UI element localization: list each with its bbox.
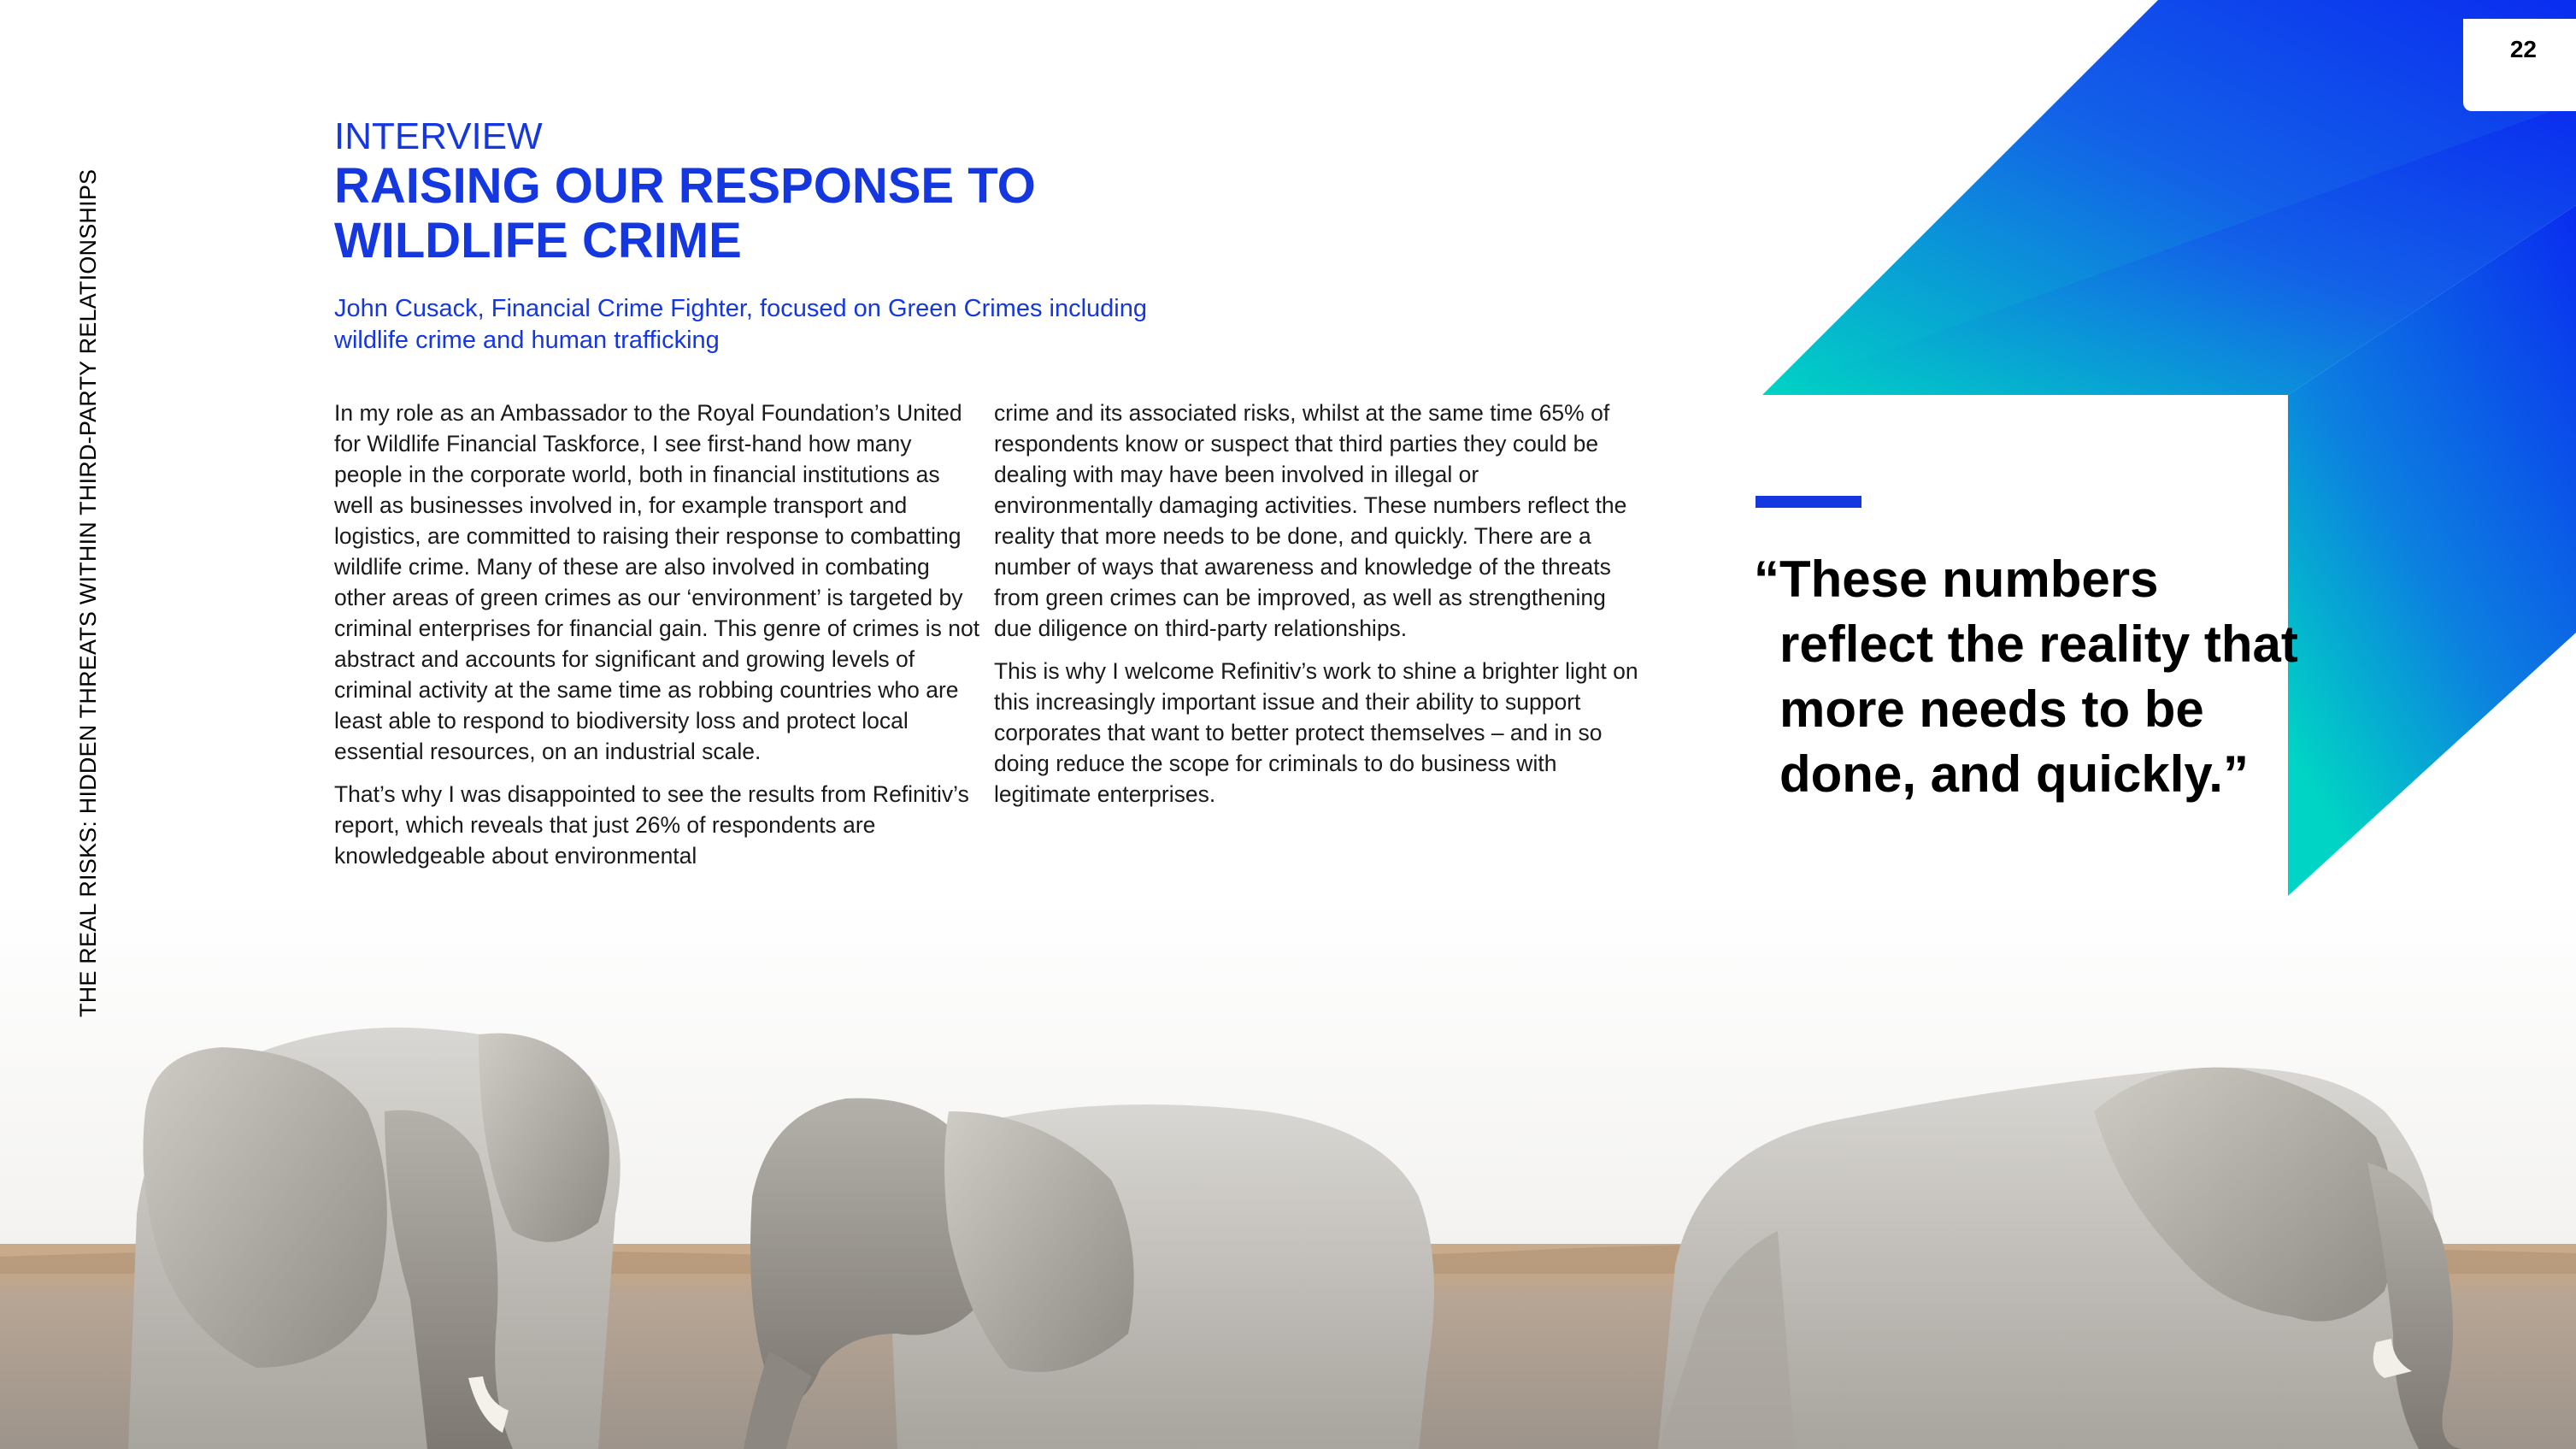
- section-kicker: INTERVIEW: [334, 115, 543, 157]
- body-column-left: [334, 398, 984, 883]
- quote-accent-rule: [1756, 496, 1861, 508]
- body-column-right: [994, 398, 1644, 822]
- author-byline: John Cusack, Financial Crime Fighter, focused on Green Crimes including wildlife crime and human trafficking: [334, 295, 1147, 354]
- page-title: RAISING OUR RESPONSE TO WILDLIFE CRIME: [334, 158, 1036, 268]
- running-header-vertical: THE REAL RISKS: HIDDEN THREATS WITHIN THIRD-PARTY RELATIONSHIPS: [75, 168, 101, 1017]
- pull-quote: “These numbers reflect the reality that more needs to be done, and quickly.”: [1754, 551, 2298, 803]
- page-number: 22: [2509, 36, 2537, 62]
- body-paragraph: This is why I welcome Refinitiv’s work to shine a brighter light on this increasingly important issue and their ability to support corporates that want to better protect themselves – and in so doing reduce the scope for criminals to do business with legitimate enterprises.: [994, 658, 1638, 807]
- body-paragraph: In my role as an Ambassador to the Royal Foundation’s United for Wildlife Financial Taskforce, I see first-hand how many people in the corporate world, both in financial institutions as well as businesses involved in, for example transport and logistics, are committed to raising their response to combatting wildlife crime. Many of these are also involved in combating other areas of green crimes as our ‘environment’ is targeted by criminal enterprises for financial gain. This genre of crimes is not abstract and accounts for significant and growing levels of criminal activity at the same time as robbing countries who are least able to respond to biodiversity loss and protect local essential resources, on an industrial scale.: [334, 400, 980, 764]
- page-number-badge: [2463, 19, 2576, 111]
- body-paragraph: crime and its associated risks, whilst at the same time 65% of respondents know or suspect that third parties they could be dealing with may have been involved in illegal or environmentally damaging activities. These numbers reflect the reality that more needs to be done, and quickly. There are a number of ways that awareness and knowledge of the threats from green crimes can be improved, as well as strengthening due diligence on third-party relationships.: [994, 400, 1627, 641]
- elephant-left-illustration: [128, 1028, 620, 1449]
- body-paragraph: That’s why I was disappointed to see the results from Refinitiv’s report, which reveals that just 26% of respondents are knowledgeable about environmental: [334, 781, 969, 869]
